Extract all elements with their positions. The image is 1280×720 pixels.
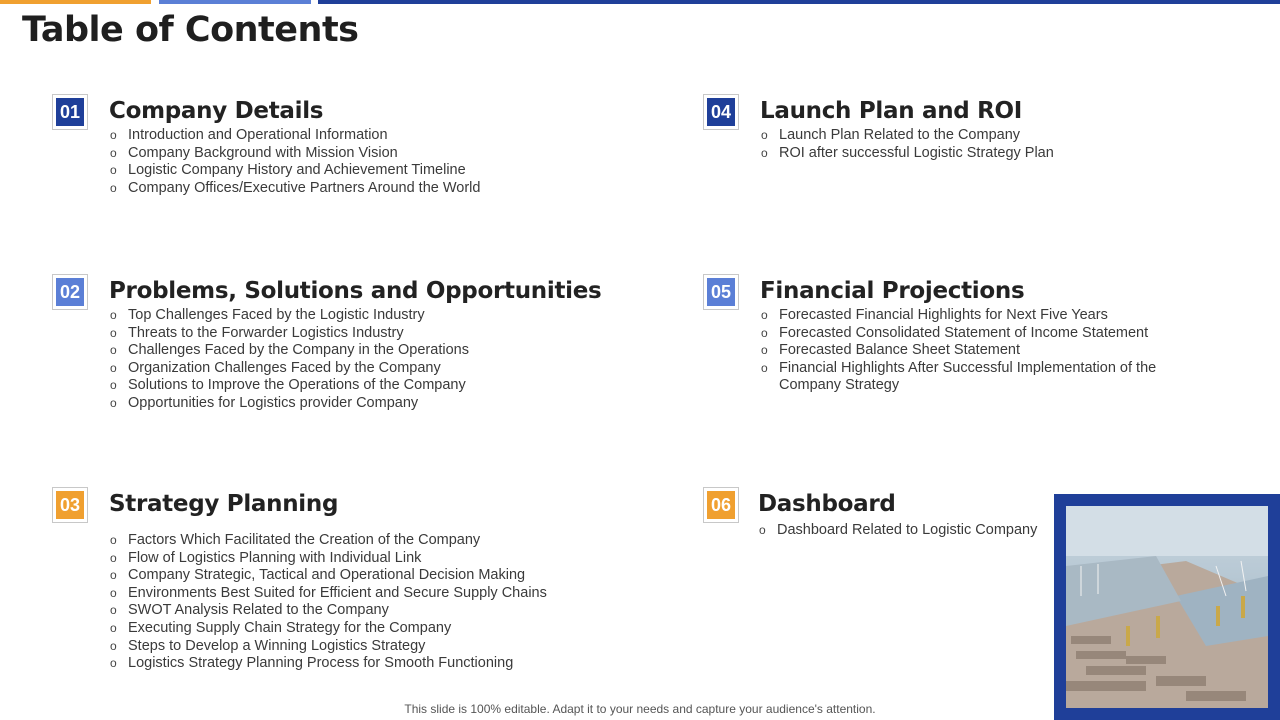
list-item: o Company Offices/Executive Partners Around the World (109, 180, 480, 198)
list-item: o SWOT Analysis Related to the Company (109, 602, 547, 620)
section-item-list (109, 127, 480, 197)
section-number-badge (703, 94, 739, 130)
port-harbor-image (1066, 506, 1268, 708)
page-title: Table of Contents (22, 10, 359, 50)
photo-frame (1054, 494, 1280, 720)
list-item: o Company Background with Mission Vision (109, 145, 480, 163)
list-item: o Logistics Strategy Planning Process for Smooth Functioning (109, 655, 547, 673)
top-accent-bar-orange (0, 0, 151, 4)
section-number-badge (703, 274, 739, 310)
list-item: o Opportunities for Logistics provider Company (109, 395, 469, 413)
section-title: Dashboard (758, 491, 896, 517)
section-number: 03 (56, 491, 84, 519)
list-item: o Forecasted Consolidated Statement of Income Statement (760, 325, 1179, 343)
section-item-list (109, 532, 547, 673)
list-item: o Dashboard Related to Logistic Company (758, 522, 1037, 540)
section-title: Problems, Solutions and Opportunities (109, 278, 602, 304)
list-item: o Logistic Company History and Achievement Timeline (109, 162, 480, 180)
section-number: 04 (707, 98, 735, 126)
list-item: o Executing Supply Chain Strategy for the Company (109, 620, 547, 638)
list-item: o Financial Highlights After Successful Implementation of the Company Strategy (760, 360, 1179, 395)
list-item: o Top Challenges Faced by the Logistic Industry (109, 307, 469, 325)
section-title: Company Details (109, 98, 324, 124)
list-item: o Forecasted Financial Highlights for Next Five Years (760, 307, 1179, 325)
section-number-badge (52, 274, 88, 310)
footer-note: This slide is 100% editable. Adapt it to your needs and capture your audience's attention. (404, 702, 876, 716)
section-number-badge (52, 487, 88, 523)
section-item-list (109, 307, 469, 413)
list-item: o Organization Challenges Faced by the Company (109, 360, 469, 378)
list-item: o Launch Plan Related to the Company (760, 127, 1054, 145)
list-item: o Solutions to Improve the Operations of the Company (109, 377, 469, 395)
section-title: Financial Projections (760, 278, 1025, 304)
list-item: o Factors Which Facilitated the Creation of the Company (109, 532, 547, 550)
port-illustration (1066, 506, 1268, 708)
section-item-list (760, 307, 1179, 395)
list-item: o Forecasted Balance Sheet Statement (760, 342, 1179, 360)
section-number: 06 (707, 491, 735, 519)
section-number-badge (703, 487, 739, 523)
section-item-list (758, 522, 1037, 540)
list-item: o Threats to the Forwarder Logistics Industry (109, 325, 469, 343)
list-item: o Challenges Faced by the Company in the Operations (109, 342, 469, 360)
top-accent-bar-light-blue (159, 0, 311, 4)
section-number: 01 (56, 98, 84, 126)
section-number: 02 (56, 278, 84, 306)
list-item: o Company Strategic, Tactical and Operational Decision Making (109, 567, 547, 585)
section-title: Strategy Planning (109, 491, 339, 517)
list-item: o ROI after successful Logistic Strategy Plan (760, 145, 1054, 163)
section-number: 05 (707, 278, 735, 306)
section-item-list (760, 127, 1054, 162)
list-item: o Flow of Logistics Planning with Individual Link (109, 550, 547, 568)
list-item: o Environments Best Suited for Efficient and Secure Supply Chains (109, 585, 547, 603)
list-item: o Steps to Develop a Winning Logistics Strategy (109, 638, 547, 656)
section-title: Launch Plan and ROI (760, 98, 1023, 124)
section-number-badge (52, 94, 88, 130)
top-accent-bar-dark-blue (318, 0, 1280, 4)
list-item: o Introduction and Operational Information (109, 127, 480, 145)
